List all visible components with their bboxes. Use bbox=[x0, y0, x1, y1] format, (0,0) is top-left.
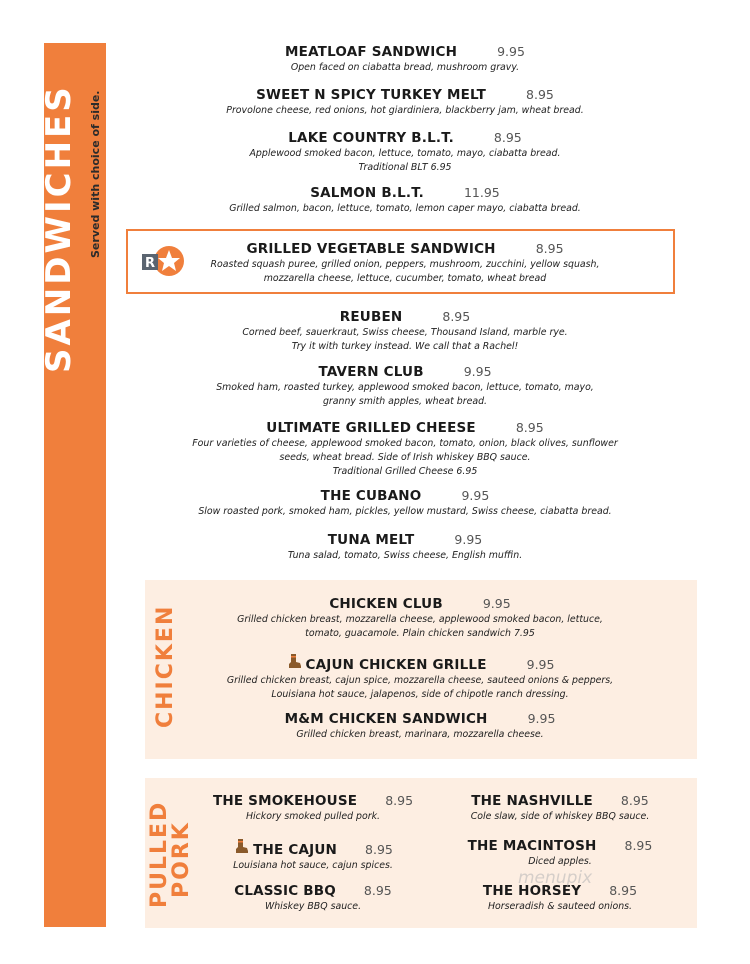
item-name: GRILLED VEGETABLE SANDWICH bbox=[246, 241, 496, 257]
menu-item bbox=[140, 420, 670, 478]
item-description: Four varieties of cheese, applewood smoked bacon, tomato, onion, black olives, sunflower bbox=[192, 438, 618, 449]
item-name: THE HORSEY bbox=[482, 883, 582, 899]
item-price: 9.95 bbox=[497, 44, 525, 59]
item-price: 8.95 bbox=[620, 793, 649, 808]
item-price: 8.95 bbox=[385, 793, 414, 808]
sidebar-title: SANDWICHES bbox=[39, 84, 79, 373]
item-name: THE MACINTOSH bbox=[467, 838, 597, 854]
menu-item bbox=[193, 793, 433, 823]
item-description: Grilled chicken breast, marinara, mozzarella cheese. bbox=[296, 729, 544, 740]
item-name: THE NASHVILLE bbox=[471, 793, 593, 809]
item-description: seeds, wheat bread. Side of Irish whiskey BBQ sauce. bbox=[279, 452, 531, 463]
menu-item bbox=[155, 596, 685, 640]
menu-item bbox=[140, 532, 670, 562]
item-price: 8.95 bbox=[526, 87, 554, 102]
item-name: THE CUBANO bbox=[320, 488, 422, 504]
item-price: 8.95 bbox=[535, 241, 564, 256]
item-name: THE CAJUN bbox=[253, 842, 338, 858]
item-price: 9.95 bbox=[454, 532, 483, 547]
item-name: ULTIMATE GRILLED CHEESE bbox=[266, 420, 476, 436]
pork-section-label bbox=[149, 801, 193, 908]
item-price: 9.95 bbox=[482, 596, 511, 611]
item-description: Grilled salmon, bacon, lettuce, tomato, lemon caper mayo, ciabatta bread. bbox=[229, 203, 581, 214]
item-name: SALMON B.L.T. bbox=[310, 185, 424, 201]
menu-item bbox=[140, 488, 670, 518]
item-name: SWEET N SPICY TURKEY MELT bbox=[256, 87, 487, 103]
item-description: tomato, guacamole. Plain chicken sandwich 7.95 bbox=[305, 628, 535, 639]
item-price: 8.95 bbox=[609, 883, 638, 898]
pork-label-line: PORK bbox=[169, 821, 194, 898]
item-name: CLASSIC BBQ bbox=[234, 883, 336, 899]
menu-item bbox=[140, 130, 670, 174]
menu-item bbox=[193, 883, 433, 913]
item-price: 8.95 bbox=[365, 842, 393, 857]
item-name: LAKE COUNTRY B.L.T. bbox=[288, 130, 454, 146]
item-description: Grilled chicken breast, mozzarella cheese, applewood smoked bacon, lettuce, bbox=[237, 614, 603, 625]
menu-item bbox=[140, 185, 670, 215]
item-description: Horseradish & sauteed onions. bbox=[487, 901, 633, 912]
item-description: Grilled chicken breast, cajun spice, mozzarella cheese, sauteed onions & peppers, bbox=[226, 675, 614, 686]
item-price: 8.95 bbox=[493, 130, 522, 145]
menu-item bbox=[440, 793, 680, 823]
item-description: Smoked ham, roasted turkey, applewood smoked bacon, lettuce, tomato, mayo, bbox=[216, 382, 594, 393]
item-name: TAVERN CLUB bbox=[318, 364, 424, 380]
menu-item bbox=[193, 838, 433, 872]
item-description: Open faced on ciabatta bread, mushroom gravy. bbox=[290, 62, 520, 73]
item-price: 8.95 bbox=[442, 309, 471, 324]
item-description: Louisiana hot sauce, jalapenos, side of chipotle ranch dressing. bbox=[271, 689, 569, 700]
menu-item-featured bbox=[140, 241, 670, 285]
item-price: 9.95 bbox=[526, 657, 555, 672]
item-name: M&M CHICKEN SANDWICH bbox=[284, 711, 488, 727]
item-price: 8.95 bbox=[624, 838, 653, 853]
item-name: MEATLOAF SANDWICH bbox=[285, 44, 458, 60]
item-description: Applewood smoked bacon, lettuce, tomato, mayo, ciabatta bread. bbox=[249, 148, 561, 159]
item-description: granny smith apples, wheat bread. bbox=[322, 396, 488, 407]
item-price: 11.95 bbox=[463, 185, 500, 200]
badge-letter: R bbox=[144, 256, 156, 271]
chicken-section-label: CHICKEN bbox=[153, 604, 178, 728]
item-description: Diced apples. bbox=[528, 856, 592, 867]
item-description: Tuna salad, tomato, Swiss cheese, English muffin. bbox=[287, 550, 523, 561]
item-description: Cole slaw, side of whiskey BBQ sauce. bbox=[470, 811, 650, 822]
sidebar-subtitle: Served with choice of side. bbox=[89, 90, 102, 258]
item-description: Traditional BLT 6.95 bbox=[358, 162, 452, 173]
item-description: Slow roasted pork, smoked ham, pickles, yellow mustard, Swiss cheese, ciabatta bread. bbox=[198, 506, 612, 517]
item-description: Provolone cheese, red onions, hot giardiniera, blackberry jam, wheat bread. bbox=[226, 105, 584, 116]
item-description: Try it with turkey instead. We call that a Rachel! bbox=[291, 341, 519, 352]
pork-label-line: PULLED bbox=[147, 800, 172, 908]
item-price: 9.95 bbox=[463, 364, 492, 379]
item-description: Roasted squash puree, grilled onion, peppers, mushroom, zucchini, yellow squash, bbox=[210, 259, 600, 270]
menu-item bbox=[140, 87, 670, 117]
menu-item bbox=[440, 838, 680, 868]
item-price: 9.95 bbox=[461, 488, 490, 503]
item-name: CHICKEN CLUB bbox=[329, 596, 443, 612]
sidebar-banner bbox=[39, 43, 106, 927]
menu-item bbox=[140, 364, 670, 408]
item-price: 9.95 bbox=[527, 711, 556, 726]
item-name: CAJUN CHICKEN GRILLE bbox=[305, 657, 487, 673]
item-price: 8.95 bbox=[363, 883, 392, 898]
menu-item bbox=[155, 653, 685, 701]
boot-icon bbox=[233, 838, 249, 854]
item-description: Traditional Grilled Cheese 6.95 bbox=[332, 466, 478, 477]
item-price: 8.95 bbox=[515, 420, 544, 435]
item-name: TUNA MELT bbox=[327, 532, 415, 548]
boot-icon bbox=[286, 653, 302, 669]
watermark: menupix bbox=[518, 868, 593, 888]
menu-item bbox=[140, 309, 670, 353]
menu-item bbox=[155, 711, 685, 741]
item-description: mozzarella cheese, lettuce, cucumber, tomato, wheat bread bbox=[263, 273, 547, 284]
item-description: Corned beef, sauerkraut, Swiss cheese, Thousand Island, marble rye. bbox=[242, 327, 568, 338]
menu-item bbox=[140, 44, 670, 74]
item-name: REUBEN bbox=[339, 309, 403, 325]
item-description: Louisiana hot sauce, cajun spices. bbox=[233, 860, 393, 871]
item-description: Hickory smoked pulled pork. bbox=[246, 811, 380, 822]
item-description: Whiskey BBQ sauce. bbox=[264, 901, 362, 912]
item-name: THE SMOKEHOUSE bbox=[212, 793, 358, 809]
